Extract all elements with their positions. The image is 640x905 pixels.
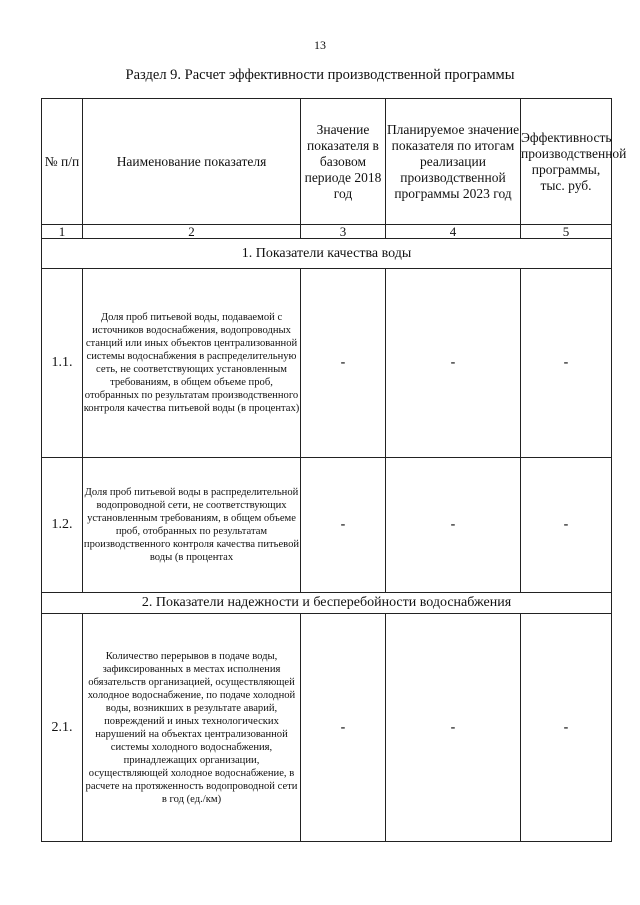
row-number: 1.1. [42,269,83,458]
header-efficiency: Эффективность производственной программы, тыс. руб. [521,99,612,225]
header-indicator-name: Наименование показателя [83,99,301,225]
base-value: - [301,458,386,593]
planned-value: - [386,614,521,842]
base-value: - [301,614,386,842]
indicator-name: Доля проб питьевой воды в распределительной водопроводной сети, не соответствующих установленным требованиям, в общем объеме проб, отобранных по результатам производственного контроля качества питьевой воды (в процентах [83,458,301,593]
column-number: 4 [386,225,521,239]
section-heading: 1. Показатели качества воды [42,239,612,269]
table-row [42,269,612,458]
base-value: - [301,269,386,458]
section-heading: 2. Показатели надежности и бесперебойности водоснабжения [42,593,612,614]
header-number: № п/п [42,99,83,225]
efficiency-value: - [521,458,612,593]
efficiency-value: - [521,269,612,458]
column-number: 2 [83,225,301,239]
indicator-name: Доля проб питьевой воды, подаваемой с источников водоснабжения, водопроводных станций или иных объектов централизованной системы водоснабжения в распределительную сеть, не соответствующих установленным требованиям, в общем объеме проб, отобранных по результатам производственного контроля качества питьевой воды (в процентах) [83,269,301,458]
page-number: 13 [314,38,326,52]
indicator-name: Количество перерывов в подаче воды, зафиксированных в местах исполнения обязательств организацией, осуществляющей холодное водоснабжение, по подаче холодной воды, возникших в результате аварий, повреждений и иных технологических нарушений на объектах централизованной системы холодного водоснабжения, принадлежащих организации, осуществляющей холодное водоснабжение, в расчете на протяженность водопроводной сети в год (ед./км) [83,614,301,842]
efficiency-value: - [521,614,612,842]
header-base-value: Значение показателя в базовом периоде 2018 год [301,99,386,225]
table-row [42,458,612,593]
row-number: 1.2. [42,458,83,593]
section-header-row [42,239,612,269]
planned-value: - [386,458,521,593]
column-numbers-row [42,225,612,239]
planned-value: - [386,269,521,458]
column-number: 3 [301,225,386,239]
section-header-row [42,593,612,614]
efficiency-table [41,98,627,842]
row-number: 2.1. [42,614,83,842]
table-row [42,614,612,842]
section-title: Раздел 9. Расчет эффективности производственной программы [125,67,515,83]
column-number: 1 [42,225,83,239]
header-planned-value: Планируемое значение показателя по итогам реализации производственной программы 2023 год [386,99,521,225]
column-number: 5 [521,225,612,239]
table-header-row [42,99,612,225]
